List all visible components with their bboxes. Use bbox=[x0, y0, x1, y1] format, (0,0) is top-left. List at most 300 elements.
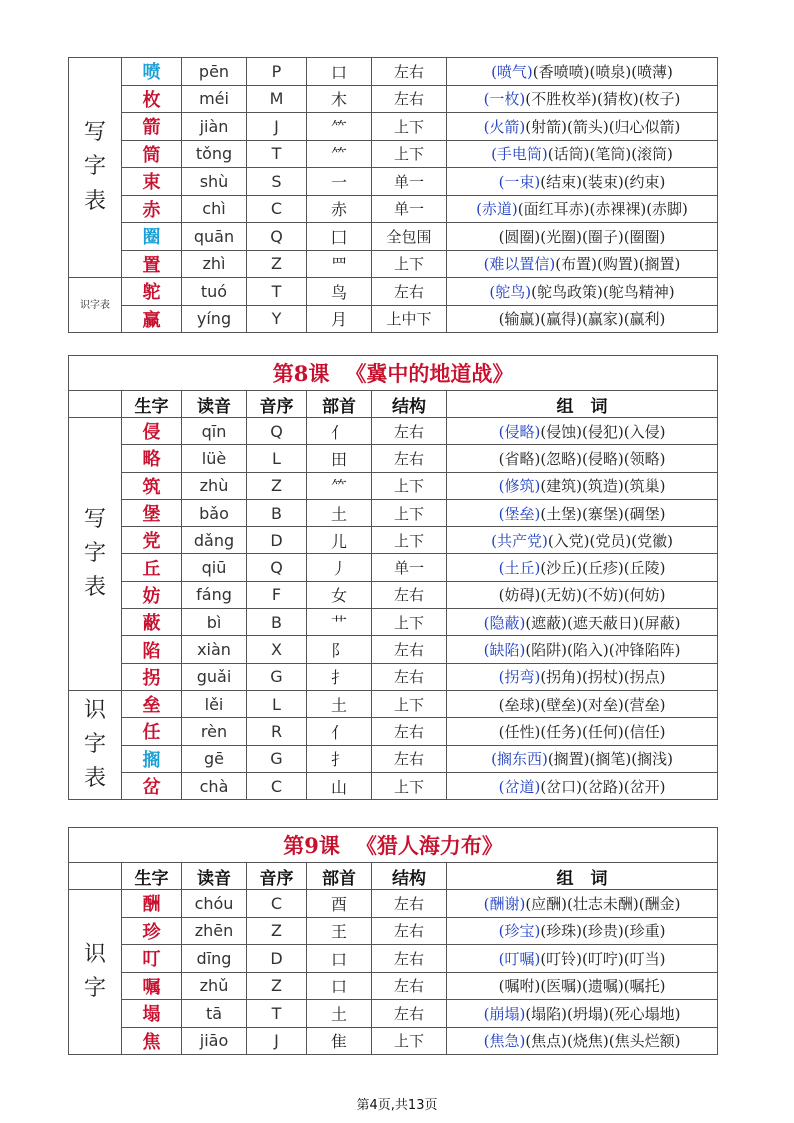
pinyin-cell: chà bbox=[182, 772, 247, 799]
table-row bbox=[69, 445, 718, 472]
radical-cell: 亻 bbox=[307, 418, 372, 445]
pinyin-cell: lěi bbox=[182, 690, 247, 717]
radical-cell: 阝 bbox=[307, 636, 372, 663]
pinyin-cell: rèn bbox=[182, 718, 247, 745]
structure-cell: 上下 bbox=[372, 609, 447, 636]
other-words: (拐角)(拐杖)(拐点) bbox=[540, 668, 666, 687]
radical-cell: 扌 bbox=[307, 745, 372, 772]
radical-cell: 土 bbox=[307, 690, 372, 717]
table-row bbox=[69, 554, 718, 581]
radical-cell: 田 bbox=[307, 445, 372, 472]
character-cell: 任 bbox=[122, 718, 182, 745]
category-label bbox=[69, 690, 122, 799]
radical-cell: 口 bbox=[307, 58, 372, 86]
word-group-cell bbox=[447, 636, 718, 663]
table-row bbox=[69, 690, 718, 717]
letter-order-cell: L bbox=[247, 690, 307, 717]
letter-order-cell: S bbox=[247, 168, 307, 196]
other-words: (面红耳赤)(赤裸裸)(赤脚) bbox=[517, 200, 688, 219]
letter-order-cell: G bbox=[247, 663, 307, 690]
header-blank bbox=[69, 391, 122, 418]
highlight-word: (火箭) bbox=[483, 117, 526, 136]
word-group-cell bbox=[447, 1000, 718, 1028]
pinyin-cell: pēn bbox=[182, 58, 247, 86]
category-label bbox=[69, 58, 122, 278]
word-group-cell bbox=[447, 772, 718, 799]
radical-cell: 艹 bbox=[307, 609, 372, 636]
table-row bbox=[69, 663, 718, 690]
table-row bbox=[69, 278, 718, 306]
letter-order-cell: L bbox=[247, 445, 307, 472]
word-group-cell bbox=[447, 890, 718, 918]
table-row bbox=[69, 609, 718, 636]
radical-cell: 亻 bbox=[307, 718, 372, 745]
character-cell: 酬 bbox=[122, 890, 182, 918]
table-row bbox=[69, 250, 718, 278]
character-cell: 置 bbox=[122, 250, 182, 278]
structure-cell: 上下 bbox=[372, 1027, 447, 1055]
highlight-word: (修筑) bbox=[498, 477, 541, 496]
pinyin-cell: xiàn bbox=[182, 636, 247, 663]
radical-cell: 一 bbox=[307, 168, 372, 196]
header-char: 生字 bbox=[122, 391, 182, 418]
word-group-cell bbox=[447, 663, 718, 690]
structure-cell: 单一 bbox=[372, 168, 447, 196]
structure-cell: 左右 bbox=[372, 745, 447, 772]
highlight-word: (土丘) bbox=[498, 559, 541, 578]
character-cell: 焦 bbox=[122, 1027, 182, 1055]
word-group-cell bbox=[447, 113, 718, 141]
structure-cell: 左右 bbox=[372, 917, 447, 945]
radical-cell: 罒 bbox=[307, 250, 372, 278]
radical-cell: 丿 bbox=[307, 554, 372, 581]
table-row bbox=[69, 972, 718, 1000]
highlight-word: (崩塌) bbox=[483, 1004, 526, 1023]
highlight-word: (共产党) bbox=[491, 531, 548, 550]
header-structure: 结构 bbox=[372, 863, 447, 890]
pinyin-cell: chì bbox=[182, 195, 247, 223]
category-text: 写字表 bbox=[83, 506, 106, 601]
highlight-word: (赤道) bbox=[476, 200, 518, 219]
highlight-word: (搁东西) bbox=[491, 750, 548, 769]
radical-cell: 口 bbox=[307, 945, 372, 973]
highlight-word: (堡垒) bbox=[498, 504, 541, 523]
other-words: (妨碍)(无妨)(不妨)(何妨) bbox=[498, 586, 666, 605]
word-group-cell bbox=[447, 445, 718, 472]
character-cell: 圈 bbox=[122, 223, 182, 251]
letter-order-cell: T bbox=[247, 278, 307, 306]
word-group-cell bbox=[447, 554, 718, 581]
word-group-cell bbox=[447, 250, 718, 278]
pinyin-cell: gē bbox=[182, 745, 247, 772]
other-words: (土堡)(寨堡)(碉堡) bbox=[540, 504, 666, 523]
letter-order-cell: Y bbox=[247, 305, 307, 333]
letter-order-cell: J bbox=[247, 1027, 307, 1055]
letter-order-cell: Z bbox=[247, 972, 307, 1000]
word-group-cell bbox=[447, 223, 718, 251]
other-words: (不胜枚举)(猜枚)(枚子) bbox=[525, 90, 681, 109]
character-cell: 嘱 bbox=[122, 972, 182, 1000]
structure-cell: 上下 bbox=[372, 499, 447, 526]
highlight-word: (一枚) bbox=[483, 90, 526, 109]
pinyin-cell: jiāo bbox=[182, 1027, 247, 1055]
table-row bbox=[69, 168, 718, 196]
pinyin-cell: fáng bbox=[182, 581, 247, 608]
structure-cell: 上下 bbox=[372, 140, 447, 168]
structure-cell: 左右 bbox=[372, 718, 447, 745]
category-text: 写字表 bbox=[83, 120, 106, 214]
radical-cell: 扌 bbox=[307, 663, 372, 690]
pinyin-cell: qiū bbox=[182, 554, 247, 581]
radical-cell: 木 bbox=[307, 85, 372, 113]
table-row bbox=[69, 890, 718, 918]
pinyin-cell: jiàn bbox=[182, 113, 247, 141]
table-row bbox=[69, 418, 718, 445]
table-row bbox=[69, 745, 718, 772]
word-group-cell bbox=[447, 418, 718, 445]
other-words: (叮铃)(叮咛)(叮当) bbox=[540, 949, 666, 968]
letter-order-cell: R bbox=[247, 718, 307, 745]
structure-cell: 上下 bbox=[372, 250, 447, 278]
lesson-title-row bbox=[69, 828, 718, 863]
table-row bbox=[69, 1027, 718, 1055]
pinyin-cell: zhēn bbox=[182, 917, 247, 945]
structure-cell: 左右 bbox=[372, 636, 447, 663]
structure-cell: 上下 bbox=[372, 472, 447, 499]
table-row bbox=[69, 223, 718, 251]
word-group-cell bbox=[447, 195, 718, 223]
header-words: 组 词 bbox=[447, 863, 718, 890]
header-radical: 部首 bbox=[307, 391, 372, 418]
highlight-word: (喷气) bbox=[491, 62, 533, 81]
word-group-cell bbox=[447, 472, 718, 499]
structure-cell: 左右 bbox=[372, 445, 447, 472]
character-cell: 赢 bbox=[122, 305, 182, 333]
category-text: 识字 bbox=[83, 941, 106, 1001]
table-row bbox=[69, 718, 718, 745]
radical-cell: 口 bbox=[307, 972, 372, 1000]
header-blank bbox=[69, 863, 122, 890]
lesson-title-row bbox=[69, 356, 718, 391]
pinyin-cell: dīng bbox=[182, 945, 247, 973]
structure-cell: 左右 bbox=[372, 278, 447, 306]
other-words: (香喷喷)(喷泉)(喷薄) bbox=[532, 62, 673, 81]
other-words: (塌陷)(坍塌)(死心塌地) bbox=[525, 1004, 681, 1023]
character-cell: 侵 bbox=[122, 418, 182, 445]
pinyin-cell: zhǔ bbox=[182, 972, 247, 1000]
table-row bbox=[69, 1000, 718, 1028]
other-words: (射箭)(箭头)(归心似箭) bbox=[525, 117, 681, 136]
character-cell: 鸵 bbox=[122, 278, 182, 306]
structure-cell: 上中下 bbox=[372, 305, 447, 333]
word-group-cell bbox=[447, 609, 718, 636]
pinyin-cell: tǒng bbox=[182, 140, 247, 168]
table-row bbox=[69, 472, 718, 499]
other-words: (建筑)(筑造)(筑巢) bbox=[540, 477, 666, 496]
highlight-word: (拐弯) bbox=[498, 668, 541, 687]
table-row bbox=[69, 636, 718, 663]
table-row bbox=[69, 499, 718, 526]
table-row bbox=[69, 581, 718, 608]
letter-order-cell: P bbox=[247, 58, 307, 86]
character-cell: 筑 bbox=[122, 472, 182, 499]
character-cell: 赤 bbox=[122, 195, 182, 223]
pinyin-cell: quān bbox=[182, 223, 247, 251]
other-words: (话筒)(笔筒)(滚筒) bbox=[547, 145, 673, 164]
character-cell: 陷 bbox=[122, 636, 182, 663]
letter-order-cell: T bbox=[247, 140, 307, 168]
radical-cell: 儿 bbox=[307, 527, 372, 554]
other-words: (鸵鸟政策)(鸵鸟精神) bbox=[531, 282, 675, 301]
lesson-title bbox=[69, 356, 718, 391]
lesson-8-table bbox=[68, 355, 718, 800]
highlight-word: (隐蔽) bbox=[483, 613, 526, 632]
lesson-number: 第9课 bbox=[283, 833, 340, 858]
other-words: (应酬)(壮志未酬)(酬金) bbox=[525, 894, 681, 913]
header-radical: 部首 bbox=[307, 863, 372, 890]
character-cell: 拐 bbox=[122, 663, 182, 690]
character-cell: 枚 bbox=[122, 85, 182, 113]
radical-cell: ⺮ bbox=[307, 113, 372, 141]
lesson-title bbox=[69, 828, 718, 863]
structure-cell: 全包围 bbox=[372, 223, 447, 251]
pinyin-cell: tā bbox=[182, 1000, 247, 1028]
word-group-cell bbox=[447, 305, 718, 333]
letter-order-cell: C bbox=[247, 195, 307, 223]
structure-cell: 左右 bbox=[372, 1000, 447, 1028]
letter-order-cell: Z bbox=[247, 917, 307, 945]
word-group-cell bbox=[447, 527, 718, 554]
character-cell: 叮 bbox=[122, 945, 182, 973]
other-words: (圆圈)(光圈)(圈子)(圈圈) bbox=[498, 227, 666, 246]
word-group-cell bbox=[447, 140, 718, 168]
radical-cell: 囗 bbox=[307, 223, 372, 251]
letter-order-cell: B bbox=[247, 609, 307, 636]
radical-cell: 隹 bbox=[307, 1027, 372, 1055]
character-cell: 党 bbox=[122, 527, 182, 554]
other-words: (结束)(装束)(约束) bbox=[540, 172, 666, 191]
pinyin-cell: dǎng bbox=[182, 527, 247, 554]
character-cell: 塌 bbox=[122, 1000, 182, 1028]
letter-order-cell: B bbox=[247, 499, 307, 526]
table-body bbox=[69, 828, 718, 1055]
lesson-name: 《冀中的地道战》 bbox=[345, 361, 514, 386]
radical-cell: 王 bbox=[307, 917, 372, 945]
highlight-word: (鸵鸟) bbox=[489, 282, 532, 301]
structure-cell: 左右 bbox=[372, 85, 447, 113]
header-order: 音序 bbox=[247, 863, 307, 890]
highlight-word: (酬谢) bbox=[483, 894, 526, 913]
highlight-word: (岔道) bbox=[498, 777, 541, 796]
header-pinyin: 读音 bbox=[182, 863, 247, 890]
other-words: (任性)(任务)(任何)(信任) bbox=[498, 722, 666, 741]
character-cell: 堡 bbox=[122, 499, 182, 526]
radical-cell: 土 bbox=[307, 1000, 372, 1028]
pinyin-cell: zhì bbox=[182, 250, 247, 278]
letter-order-cell: Z bbox=[247, 250, 307, 278]
character-cell: 箭 bbox=[122, 113, 182, 141]
table-row bbox=[69, 945, 718, 973]
word-group-cell bbox=[447, 718, 718, 745]
structure-cell: 左右 bbox=[372, 945, 447, 973]
table-row bbox=[69, 195, 718, 223]
highlight-word: (叮嘱) bbox=[498, 949, 541, 968]
category-label bbox=[69, 278, 122, 333]
character-cell: 珍 bbox=[122, 917, 182, 945]
pinyin-cell: bì bbox=[182, 609, 247, 636]
radical-cell: 赤 bbox=[307, 195, 372, 223]
table-row bbox=[69, 140, 718, 168]
letter-order-cell: Q bbox=[247, 223, 307, 251]
radical-cell: ⺮ bbox=[307, 140, 372, 168]
structure-cell: 左右 bbox=[372, 581, 447, 608]
word-group-cell bbox=[447, 945, 718, 973]
table-row bbox=[69, 305, 718, 333]
radical-cell: 酉 bbox=[307, 890, 372, 918]
pinyin-cell: méi bbox=[182, 85, 247, 113]
category-text: 识字表 bbox=[83, 697, 106, 792]
pinyin-cell: guǎi bbox=[182, 663, 247, 690]
letter-order-cell: D bbox=[247, 527, 307, 554]
structure-cell: 单一 bbox=[372, 195, 447, 223]
character-cell: 搁 bbox=[122, 745, 182, 772]
word-group-cell bbox=[447, 1027, 718, 1055]
page-footer: 第4页,共13页 bbox=[356, 1098, 438, 1113]
word-group-cell bbox=[447, 917, 718, 945]
pinyin-cell: tuó bbox=[182, 278, 247, 306]
category-label bbox=[69, 418, 122, 691]
word-group-cell bbox=[447, 499, 718, 526]
highlight-word: (侵略) bbox=[498, 422, 541, 441]
radical-cell: 鸟 bbox=[307, 278, 372, 306]
word-group-cell bbox=[447, 58, 718, 86]
pinyin-cell: bǎo bbox=[182, 499, 247, 526]
radical-cell: ⺮ bbox=[307, 472, 372, 499]
character-cell: 喷 bbox=[122, 58, 182, 86]
lesson-9-table bbox=[68, 827, 718, 1055]
pinyin-cell: shù bbox=[182, 168, 247, 196]
character-cell: 岔 bbox=[122, 772, 182, 799]
other-words: (输赢)(赢得)(赢家)(赢利) bbox=[498, 310, 666, 329]
radical-cell: 月 bbox=[307, 305, 372, 333]
table-row bbox=[69, 527, 718, 554]
letter-order-cell: M bbox=[247, 85, 307, 113]
category-label bbox=[69, 890, 122, 1055]
letter-order-cell: X bbox=[247, 636, 307, 663]
character-cell: 筒 bbox=[122, 140, 182, 168]
radical-cell: 土 bbox=[307, 499, 372, 526]
structure-cell: 左右 bbox=[372, 890, 447, 918]
letter-order-cell: J bbox=[247, 113, 307, 141]
character-cell: 垒 bbox=[122, 690, 182, 717]
other-words: (遮蔽)(遮天蔽日)(屏蔽) bbox=[525, 613, 681, 632]
word-group-cell bbox=[447, 690, 718, 717]
table-row bbox=[69, 113, 718, 141]
other-words: (侵蚀)(侵犯)(入侵) bbox=[540, 422, 666, 441]
pinyin-cell: zhù bbox=[182, 472, 247, 499]
letter-order-cell: F bbox=[247, 581, 307, 608]
highlight-word: (缺陷) bbox=[483, 641, 526, 660]
highlight-word: (一束) bbox=[498, 172, 541, 191]
structure-cell: 上下 bbox=[372, 772, 447, 799]
word-group-cell bbox=[447, 972, 718, 1000]
other-words: (沙丘)(丘疹)(丘陵) bbox=[540, 559, 666, 578]
table-body bbox=[69, 356, 718, 800]
highlight-word: (难以置信) bbox=[483, 255, 556, 274]
character-cell: 丘 bbox=[122, 554, 182, 581]
other-words: (岔口)(岔路)(岔开) bbox=[540, 777, 666, 796]
letter-order-cell: Q bbox=[247, 418, 307, 445]
table-row bbox=[69, 772, 718, 799]
structure-cell: 单一 bbox=[372, 554, 447, 581]
highlight-word: (焦急) bbox=[483, 1032, 526, 1051]
table-row bbox=[69, 58, 718, 86]
word-group-cell bbox=[447, 85, 718, 113]
word-group-cell bbox=[447, 581, 718, 608]
character-cell: 略 bbox=[122, 445, 182, 472]
character-cell: 束 bbox=[122, 168, 182, 196]
header-structure: 结构 bbox=[372, 391, 447, 418]
letter-order-cell: Q bbox=[247, 554, 307, 581]
letter-order-cell: C bbox=[247, 890, 307, 918]
character-cell: 妨 bbox=[122, 581, 182, 608]
highlight-word: (手电筒) bbox=[491, 145, 548, 164]
word-group-cell bbox=[447, 278, 718, 306]
letter-order-cell: T bbox=[247, 1000, 307, 1028]
table-row bbox=[69, 917, 718, 945]
header-words: 组 词 bbox=[447, 391, 718, 418]
pinyin-cell: qīn bbox=[182, 418, 247, 445]
pinyin-cell: lüè bbox=[182, 445, 247, 472]
header-row bbox=[69, 863, 718, 890]
other-words: (嘱咐)(医嘱)(遗嘱)(嘱托) bbox=[498, 977, 666, 996]
word-group-cell bbox=[447, 168, 718, 196]
header-pinyin: 读音 bbox=[182, 391, 247, 418]
structure-cell: 上下 bbox=[372, 527, 447, 554]
other-words: (省略)(忽略)(侵略)(领略) bbox=[498, 449, 666, 468]
radical-cell: 山 bbox=[307, 772, 372, 799]
structure-cell: 左右 bbox=[372, 418, 447, 445]
letter-order-cell: D bbox=[247, 945, 307, 973]
table-row bbox=[69, 85, 718, 113]
pinyin-cell: yíng bbox=[182, 305, 247, 333]
structure-cell: 上下 bbox=[372, 113, 447, 141]
category-text: 识字表 bbox=[80, 299, 110, 311]
highlight-word: (珍宝) bbox=[498, 922, 541, 941]
lesson-number: 第8课 bbox=[272, 361, 330, 386]
character-cell: 蔽 bbox=[122, 609, 182, 636]
other-words: (布置)(购置)(搁置) bbox=[555, 255, 681, 274]
table-body bbox=[69, 58, 718, 333]
vocab-table-top bbox=[68, 57, 718, 333]
radical-cell: 女 bbox=[307, 581, 372, 608]
header-order: 音序 bbox=[247, 391, 307, 418]
word-group-cell bbox=[447, 745, 718, 772]
letter-order-cell: C bbox=[247, 772, 307, 799]
structure-cell: 左右 bbox=[372, 663, 447, 690]
other-words: (入党)(党员)(党徽) bbox=[547, 531, 673, 550]
other-words: (陷阱)(陷入)(冲锋陷阵) bbox=[525, 641, 681, 660]
other-words: (搁置)(搁笔)(搁浅) bbox=[547, 750, 673, 769]
header-row bbox=[69, 391, 718, 418]
structure-cell: 左右 bbox=[372, 58, 447, 86]
letter-order-cell: Z bbox=[247, 472, 307, 499]
pinyin-cell: chóu bbox=[182, 890, 247, 918]
structure-cell: 上下 bbox=[372, 690, 447, 717]
header-char: 生字 bbox=[122, 863, 182, 890]
other-words: (垒球)(壁垒)(对垒)(营垒) bbox=[498, 695, 666, 714]
lesson-name: 《猎人海力布》 bbox=[355, 833, 503, 858]
